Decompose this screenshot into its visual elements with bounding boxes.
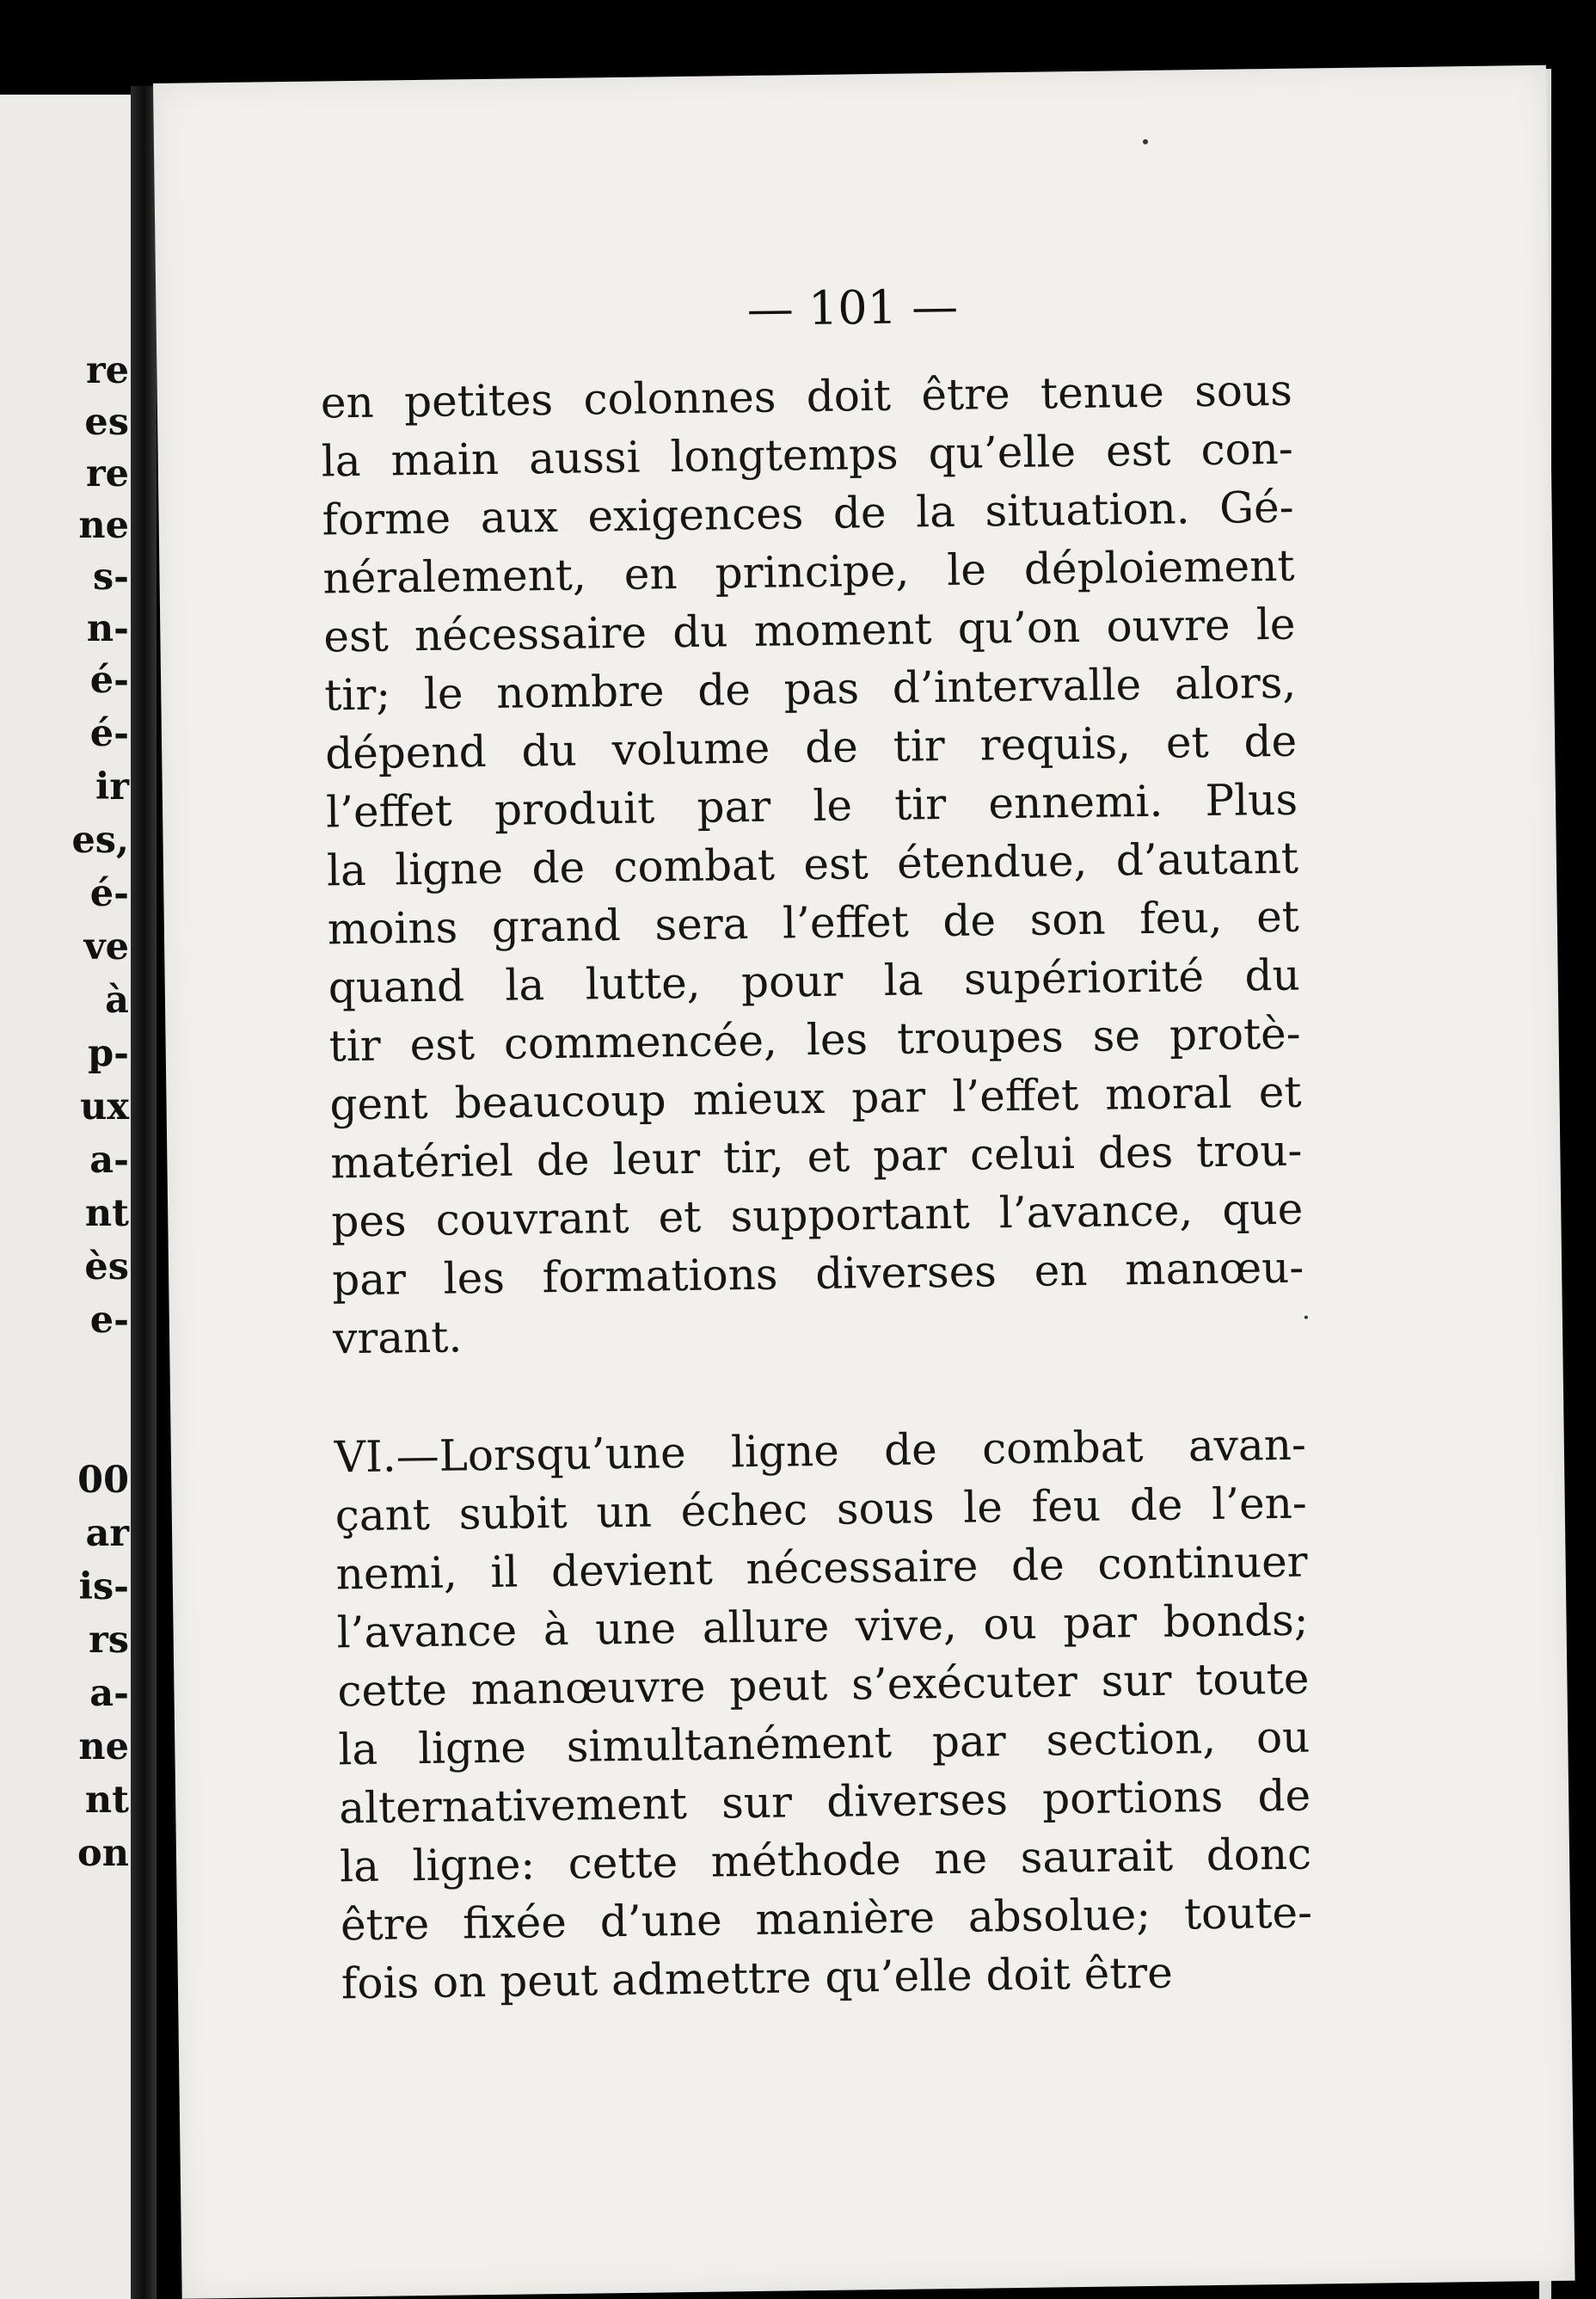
left-page-text: a- — [89, 1672, 129, 1715]
text-line: la ligne de combat est étendue, d’autant — [326, 833, 1299, 896]
left-page-text: es, — [71, 819, 129, 862]
text-line: gent beaucoup mieux par l’effet moral et — [329, 1067, 1302, 1130]
text-line: est nécessaire du moment qu’on ouvre le — [323, 599, 1296, 662]
book-page — [153, 65, 1575, 2299]
text-line: dépend du volume de tir requis, et de — [324, 716, 1298, 779]
page-number: — 101 — — [746, 279, 959, 336]
paragraph-1 — [320, 361, 1304, 1368]
text-line: par les formations diverses en manœu- — [331, 1242, 1304, 1306]
text-line: la main aussi longtemps qu’elle est con- — [321, 423, 1294, 487]
left-page-text: on — [77, 1832, 129, 1875]
dust-speck — [1143, 139, 1148, 144]
left-page-text: nt — [84, 1192, 129, 1235]
left-page-text: é- — [89, 712, 129, 755]
left-page-text: a- — [89, 1139, 129, 1182]
left-page-text: rs — [89, 1619, 129, 1662]
text-line: forme aux exigences de la situation. Gé- — [322, 482, 1294, 545]
left-page-text: n- — [86, 607, 129, 650]
text-line: l’avance à une allure vive, ou par bonds; — [336, 1595, 1309, 1658]
text-line: çant subit un échec sous le feu de l’en- — [335, 1478, 1308, 1541]
left-page-text: é- — [89, 872, 129, 915]
text-line: moins grand sera l’effet de son feu, et — [327, 891, 1300, 955]
left-page-text: ès — [84, 1245, 129, 1288]
text-line: nemi, il devient nécessaire de continuer — [335, 1536, 1308, 1600]
left-page-text: é- — [89, 659, 129, 702]
left-page-fragment — [0, 95, 136, 2299]
left-page-text: e- — [89, 1299, 129, 1342]
text-line: VI.—Lorsqu’une ligne de combat avan- — [334, 1419, 1307, 1483]
text-line: tir est commencée, les troupes se protè- — [328, 1008, 1301, 1072]
left-page-text: es — [84, 401, 129, 444]
left-page-text: is- — [78, 1565, 129, 1608]
paragraph-2 — [334, 1416, 1313, 2013]
left-page-text: re — [85, 452, 129, 495]
text-line: la ligne: cette méthode ne saurait donc — [339, 1829, 1312, 1892]
text-line: cette manœuvre peut s’exécuter sur toute — [337, 1653, 1310, 1717]
left-page-text: ux — [80, 1085, 129, 1128]
left-page-text: re — [85, 349, 129, 392]
text-line: l’effet produit par le tir ennemi. Plus — [325, 774, 1298, 838]
text-line: matériel de leur tir, et par celui des trou- — [330, 1125, 1303, 1189]
left-page-text: ir — [95, 765, 129, 808]
book-gutter — [131, 86, 157, 2299]
left-page-text: ne — [78, 504, 129, 547]
text-line: néralement, en principe, le déploiement — [322, 540, 1295, 604]
text-line: tir; le nombre de pas d’intervalle alors, — [323, 657, 1297, 721]
text-line: quand la lutte, pour la supériorité du — [328, 950, 1301, 1013]
left-page-text: ne — [78, 1725, 129, 1768]
left-page-text: ve — [83, 925, 129, 968]
left-page-text: s- — [92, 556, 129, 599]
text-line: être fixée d’une manière absolue; toute- — [340, 1887, 1313, 1951]
left-page-text: à — [105, 979, 129, 1022]
page-body — [320, 361, 1313, 2013]
left-page-text: ar — [85, 1512, 129, 1555]
text-line: la ligne simultanément par section, ou — [337, 1712, 1311, 1775]
left-page-text: p- — [88, 1032, 129, 1075]
text-line: vrant. — [332, 1312, 463, 1364]
text-line: pes couvrant et supportant l’avance, que — [330, 1183, 1304, 1247]
left-page-text: 00 — [77, 1459, 129, 1502]
text-line: alternativement sur diverses portions de — [338, 1770, 1311, 1834]
text-line: en petites colonnes doit être tenue sous — [320, 365, 1293, 428]
left-page-text: nt — [84, 1779, 129, 1822]
text-line: fois on peut admettre qu’elle doit être — [341, 1947, 1174, 2009]
dust-speck — [1304, 1316, 1308, 1319]
